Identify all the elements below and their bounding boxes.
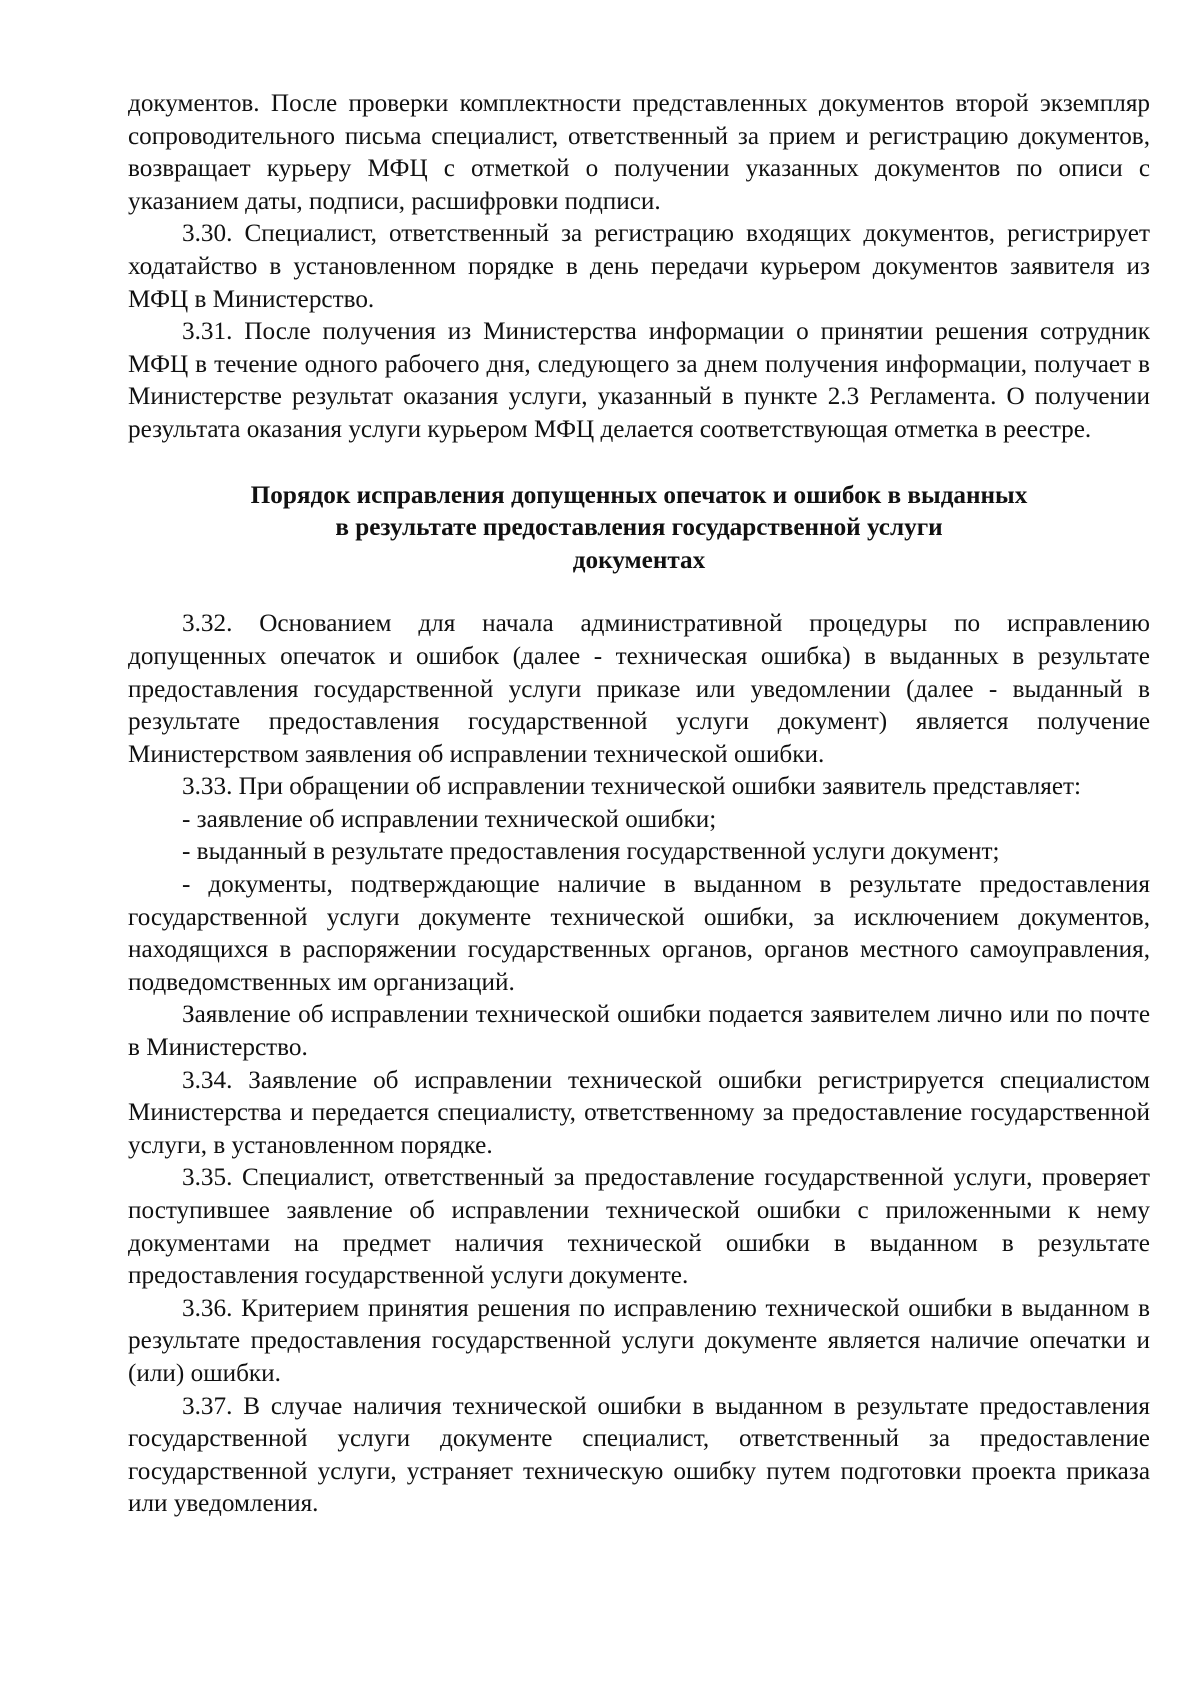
paragraph-3-33: 3.33. При обращении об исправлении технической ошибки заявитель представляет: (182, 773, 1082, 801)
section-heading-line-1: Порядок исправления допущенных опечаток и ошибок в выданных (250, 481, 1028, 509)
section-heading-line-3: документах (572, 546, 706, 574)
paragraph-3-30: 3.30. Специалист, ответственный за регистрацию входящих документов, регистрирует ходатайство в установленном порядке в день передачи курьером документов заявителя из МФЦ в Министерство. (128, 220, 1150, 313)
paragraph-continuation: документов. После проверки комплектности представленных документов второй экземпляр сопроводительного письма специалист, ответственный за прием и регистрацию документов, возвращает курьеру МФЦ с отметкой о получении указанных документов по описи с указанием даты, подписи, расшифровки подписи. (128, 90, 1150, 215)
list-item-application: - заявление об исправлении технической ошибки; (182, 805, 717, 833)
document-page (128, 88, 1150, 1521)
section-heading-line-2: в результате предоставления государственной услуги (335, 514, 943, 542)
paragraph-3-31: 3.31. После получения из Министерства информации о принятии решения сотрудник МФЦ в течение одного рабочего дня, следующего за днем получения информации, получает в Министерстве результат оказания услуги, указанный в пункте 2.3 Регламента. О получении результата оказания услуги курьером МФЦ делается соответствующая отметка в реестре. (128, 318, 1150, 443)
paragraph-3-37: 3.37. В случае наличия технической ошибки в выданном в результате предоставления государственной услуги документе специалист, ответственный за предоставление государственной услуги, устраняет техническую ошибку путем подготовки проекта приказа или уведомления. (128, 1392, 1150, 1518)
list-item-supporting-documents: - документы, подтверждающие наличие в выданном в результате предоставления государственной услуги документе технической ошибки, за исключением документов, находящихся в распоряжении государственных органов, органов местного самоуправления, подведомственных им организаций. (128, 871, 1150, 996)
paragraph-3-36: 3.36. Критерием принятия решения по исправлению технической ошибки в выданном в результате предоставления государственной услуги документе является наличие опечатки и (или) ошибки. (128, 1294, 1150, 1387)
paragraph-3-34: 3.34. Заявление об исправлении технической ошибки регистрируется специалистом Министерства и передается специалисту, ответственному за предоставление государственной услуги, в установленном порядке. (128, 1066, 1150, 1159)
list-item-issued-document: - выданный в результате предоставления государственной услуги документ; (182, 838, 1000, 866)
section-heading (128, 480, 1150, 578)
paragraph-3-35: 3.35. Специалист, ответственный за предоставление государственной услуги, проверяет поступившее заявление об исправлении технической ошибки с приложенными к нему документами на предмет наличия технической ошибки в выданном в результате предоставления государственной услуги документе. (128, 1164, 1150, 1290)
paragraph-3-32: 3.32. Основанием для начала административной процедуры по исправлению допущенных опечаток и ошибок (далее - техническая ошибка) в выданных в результате предоставления государственной услуги приказе или уведомлении (далее - выданный в результате предоставления государственной услуги документ) является получение Министерством заявления об исправлении технической ошибки. (128, 610, 1150, 768)
paragraph-submission: Заявление об исправлении технической ошибки подается заявителем лично или по почте в Министерство. (128, 1001, 1150, 1062)
